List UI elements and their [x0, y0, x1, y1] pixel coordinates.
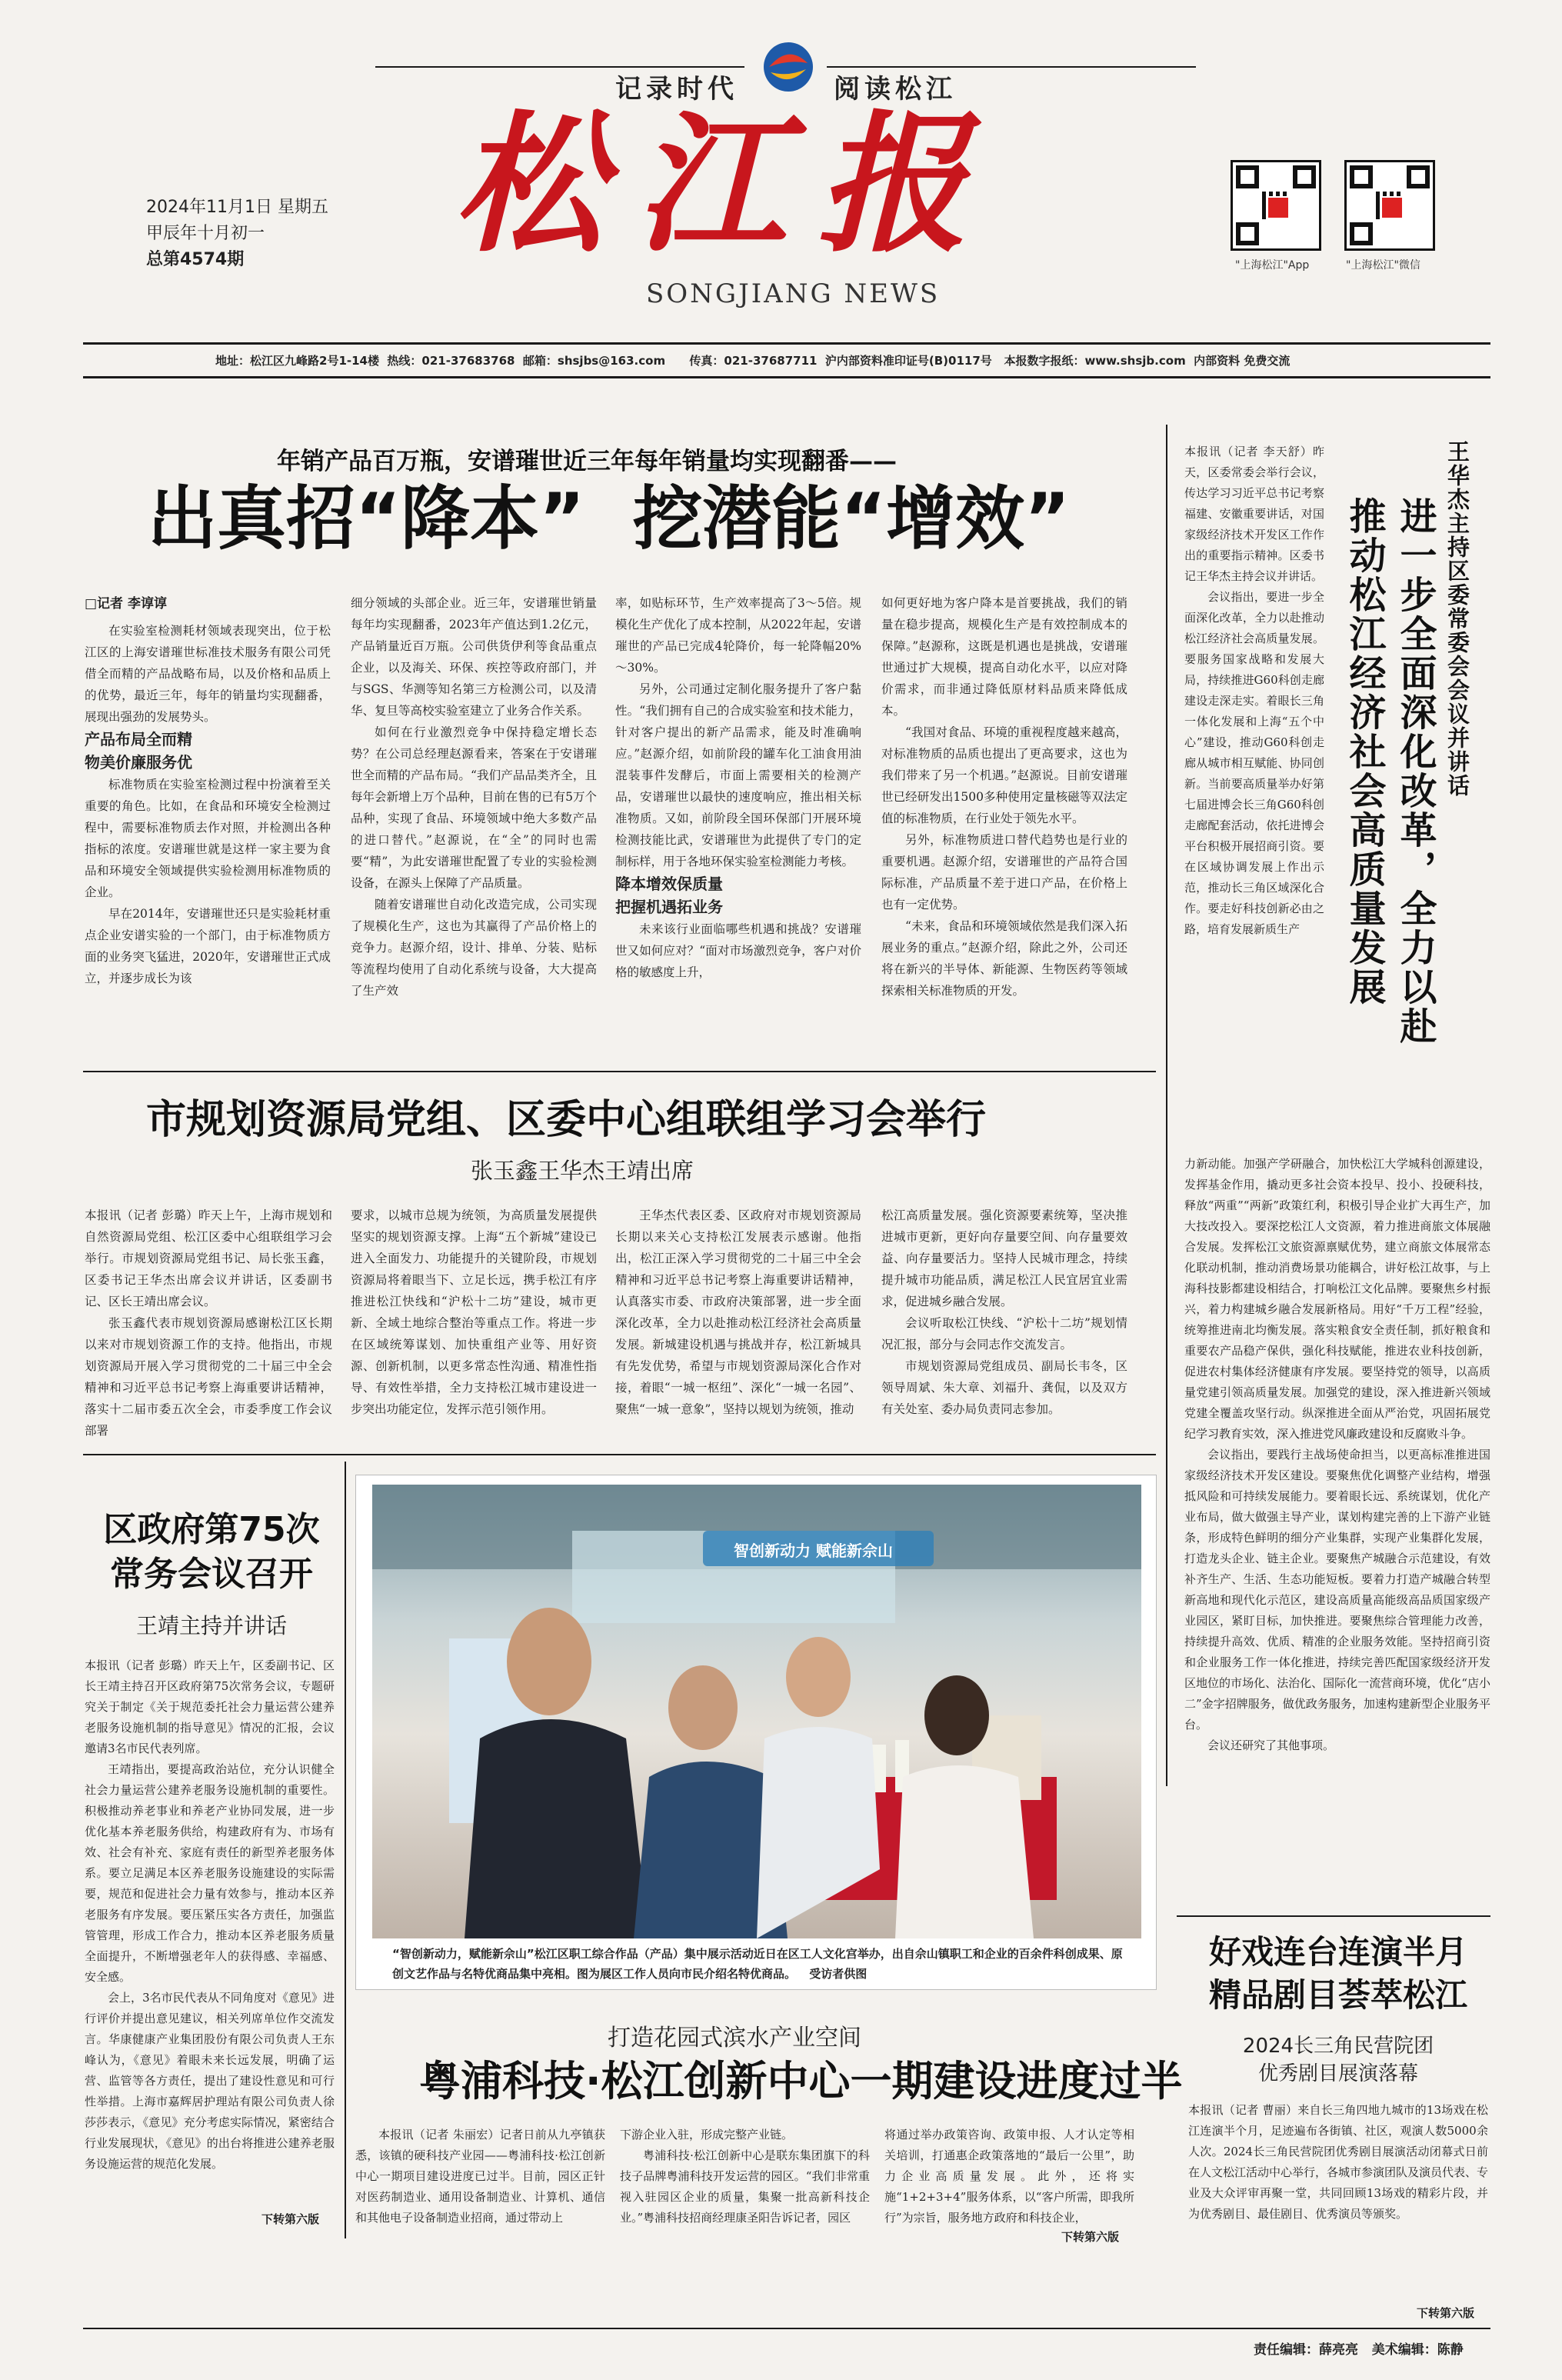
- council-subhead: 王靖主持并讲话: [135, 1613, 287, 1638]
- opera-body: 本报讯（记者 曹丽）来自长三角四地九城市的13场戏在松江连演半个月，足迹遍布各街镇、社区，观演人数5000余人次。2024长三角民营院团优秀剧目展演活动闭幕式日前在人文松江活动中心举行，各城市参演团队及演员代表、专业及大众评审再聚一堂，共同回顾13场戏的精彩片段，并为优秀剧目、最佳剧目、优秀演员等颁奖。: [1188, 2103, 1489, 2221]
- app-qr-label: "上海松江"App: [1235, 259, 1310, 272]
- slogan-left: 记录时代: [615, 74, 738, 105]
- yuepu-kicker: 打造花园式滨水产业空间: [608, 2025, 861, 2052]
- lunar-date: 甲辰年十月初一: [146, 224, 265, 243]
- info-bar-bottom-rule: [83, 376, 1490, 378]
- slogan-right: 阅读松江: [834, 74, 957, 105]
- lead-column-2: 细分领域的头部企业。近三年，安谱璀世销量每年均实现翻番，2023年产值达到1.2亿元，产品销量近百万瓶。公司供货伊利等食品重点企业，以及海关、环保、疾控等政府部门，并与SGS、华测等知名第三方检测公司，以及清华、复旦等高校实验室建立了业务合作关系。 如何在行业激烈竞争中保持稳定增长态势？在公司总经理赵源看来，答案在于安谱璀世全而精的产品布局。“我们产品品类齐全，且每年会新增上万个品种，目前在售的已有5万个品种，实现了食品、环境领域中绝大多数产品的进口替代。”赵源说，在“全”的同时也需要“精”，为此安谱璀世配置了专业的实验检测设备，在源头上保障了产品质量。 随着安谱璀世自动化改造完成，公司实现了规模化生产，这也为其赢得了产品价格上的竞争力。赵源介绍，设计、排单、分装、贴标等流程均使用了自动化系统与设备，大大提高了生产效: [351, 596, 597, 998]
- planning-column-2: 要求，以城市总规为统领，为高质量发展提供坚实的规划资源支撑。上海“五个新城”建设已进入全面发力、功能提升的关键阶段，市规划资源局将着眼当下、立足长远，携手松江有序推进松江快线和“沪松十二坊”建设，城市更新、全域土地综合整治等重点工作。将进一步在区域统筹谋划、加快重组产业等、用好资源、创新机制，以更多常态性沟通、精准性指导、有效性举措，全力支持松江城市建设进一步突出功能定位，发挥示范引领作用。: [351, 1208, 597, 1416]
- lead-column-3: 率，如贴标环节，生产效率提高了3～5倍。规模化生产优化了成本控制，从2022年起，安谱璀世的产品已完成4轮降价，每一轮降幅20%～30%。 另外，公司通过定制化服务提升了客户黏性。“我们拥有自己的合成实验室和技术能力，针对客户提出的新产品需求，能及时准确响应。”赵源介绍，如前阶段的罐车化工油食用油混装事件发酵后，市面上需要相关的检测产品，安谱璀世以最快的速度响应，推出相关标准物质。又如，前阶段全国环保部门开展环境检测技能比武，安谱璀世为此提供了专门的定制标样，用于各地环保实验室检测能力考核。 降本增效保质量 把握机遇拓业务 未来该行业面临哪些机遇和挑战？安谱璀世又如何应对？“面对市场激烈竞争，客户对价格的敏感度上升，: [615, 596, 861, 979]
- photo-credit: 受访者供图: [809, 1967, 868, 1981]
- opera-subhead: 2024长三角民营院团 优秀剧目展演落幕: [1242, 2035, 1434, 2085]
- lead-column-1: 在实验室检测耗材领域表现突出，位于松江区的上海安谱璀世标准技术服务有限公司凭借全而精的产品战略布局，以及价格和品质上的优势，最近三年，每年的销量均实现翻番，展现出强劲的发展势头。 产品布局全而精 物美价廉服务优 标准物质在实验室检测过程中扮演着至关重要的角色。比如，在食品和环境安全检测过程中，需要标准物质去作对照，并检测出各种指标的浓度。安谱璀世就是这样一家主要为食品和环境安全领域提供实验检测用标准物质的企业。 早在2014年，安谱璀世还只是实验耗材重点企业安谱实验的一个部门，由于标准物质方面的业务突飞猛进，2020年，安谱璀世正式成立，并逐步成长为该: [85, 624, 331, 985]
- news-photo[interactable]: [372, 1485, 1141, 1938]
- issue-number: 总第4574期: [146, 250, 245, 269]
- lead-bottom-rule: [83, 1071, 1156, 1072]
- right-column-divider: [1166, 425, 1167, 1786]
- yuepu-column-2: 下游企业入驻，形成完整产业链。 粤浦科技·松江创新中心是联东集团旗下的科技子品牌粤浦科技开发运营的园区。“我们非常重视入驻园区企业的质量，集聚一批高新科技企业。”粤浦科技招商经理康圣阳告诉记者，园区: [620, 2128, 870, 2225]
- lead-kicker: 年销产品百万瓶，安谱璀世近三年每年销量均实现翻番——: [277, 448, 897, 475]
- planning-column-1: 本报讯（记者 彭璐）昨天上午，上海市规划和自然资源局党组、松江区委中心组联组学习会举行。市规划资源局党组书记、局长张玉鑫，区委书记王华杰出席会议并讲话，区委副书记、区长王靖出席会议。 张玉鑫代表市规划资源局感谢松江区长期以来对市规划资源工作的支持。他指出，市规划资源局开展入学习贯彻党的二十届三中全会精神和习近平总书记考察上海重要讲话精神，落实十二届市委五次全会，市委季度工作会议部署: [85, 1208, 332, 1438]
- photo-banner-text: 智创新动力 赋能新佘山: [734, 1542, 893, 1560]
- council-headline: 区政府第75次 常务会议召开: [103, 1510, 320, 1594]
- planning-column-4: 松江高质量发展。强化资源要素统筹，坚决推进城市更新，更好向存量要空间、向存量要效益、向存量要活力。坚持人民城市理念，持续提升城市功能品质，满足松江人民宜居宜业需求，促进城乡融合发展。 会议听取松江快线、“沪松十二坊”规划情况汇报，部分与会同志作交流发言。 市规划资源局党组成员、副局长韦冬，区领导周斌、朱大章、刘福升、龚侃，以及双方有关处室、委办局负责同志参加。: [881, 1208, 1127, 1416]
- lead-byline: □记者 李谆谆: [85, 596, 167, 612]
- right-story-lead: 本报讯（记者 李天舒）昨天，区委常委会举行会议，传达学习习近平总书记考察福建、安徽重要讲话，对国家级经济技术开发区工作作出的重要指示精神。区委书记王华杰主持会议并讲话。 会议指出，要进一步全面深化改革，全力以赴推动松江经济社会高质量发展。要服务国家战略和发展大局，持续推进G60科创走廊建设走深走实。着眼长三角一体化发展和上海“五个中心”建设，推动G60科创走廊从城市相互赋能、协同创新。当前要高质量举办好第七届进博会长三角G60科创走廊配套活动，依托进博会平台积极开展招商引资。要在区域协调发展上作出示范，推动长三角区域深化合作。要走好科技创新必由之路，培育发展新质生产: [1184, 445, 1324, 936]
- app-qr-code[interactable]: [1231, 160, 1321, 251]
- opera-top-rule: [1177, 1915, 1490, 1917]
- lead-column-4: 如何更好地为客户降本是首要挑战，我们的销量在稳步提高，规模化生产是有效控制成本的保障。”赵源称，这既是机遇也是挑战，安谱璀世通过扩大规模，提高自动化水平，以应对降价需求，而非通过降低原材料品质来降低成本。 “我国对食品、环境的重视程度越来越高，对标准物质的品质也提出了更高要求，这也为我们带来了另一个机遇。”赵源说。目前安谱璀世已经研发出1500多种使用定量核磁等双法定值的标准物质，在行业处于领先水平。 另外，标准物质进口替代趋势也是行业的重要机遇。赵源介绍，安谱璀世的产品符合国际标准，产品质量不差于进口产品，在价格上也有一定优势。 “未来，食品和环境领域依然是我们深入拓展业务的重点。”赵源介绍，除此之外，公司还将在新兴的半导体、新能源、生物医药等领域探索相关标准物质的开发。: [881, 596, 1127, 998]
- planning-headline: 市规划资源局党组、区委中心组联组学习会举行: [146, 1097, 987, 1143]
- photo-caption: “智创新动力，赋能新佘山”松江区职工综合作品（产品）集中展示活动近日在区工人文化宫举办，出自佘山镇职工和企业的百余件科创成果、原创文艺作品与名特优商品集中亮相。图为展区工作人员向市民介绍名特优商品。 受访者供图: [392, 1947, 1123, 1981]
- right-story-subhead: 王华杰主持区委常委会会议并讲话: [1444, 440, 1470, 798]
- council-right-divider: [345, 1462, 346, 2238]
- planning-bottom-rule: [83, 1454, 1156, 1455]
- info-bar: 地址：松江区九峰路2号1-14楼 热线：021-37683768 邮箱：shsjbs@163.com 传真：021-37687711 沪内部资料准印证号(B)0117号 本报数字报纸：www.shsjb.com 内部资料 免费交流: [215, 354, 1291, 368]
- council-body: 本报讯（记者 彭璐）昨天上午，区委副书记、区长王靖主持召开区政府第75次常务会议，专题研究关于制定《关于规范委托社会力量运营公建养老服务设施机制的指导意见》情况的汇报，会议邀请3名市民代表列席。 王靖指出，要提高政治站位，充分认识健全社会力量运营公建养老服务设施机制的重要性。积极推动养老事业和养老产业协同发展，进一步优化基本养老服务供给，构建政府有为、市场有效、社会有补充、家庭有责任的新型养老服务体系。要立足满足本区养老服务设施建设的实际需要，规范和促进社会力量有效参与，推动本区养老服务有序发展。要压紧压实各方责任，加强监管管理，形成工作合力，推动本区养老服务质量全面提升，不断增强老年人的获得感、幸福感、安全感。 会上，3名市民代表从不同角度对《意见》进行评价并提出意见建议，相关列席单位作交流发言。华康健康产业集团股份有限公司负责人王东峰认为，《意见》着眼未来长远发展，明确了运营、监管等各方责任，提出了建设性意见和可行性举措。上海市嘉辉居护理站有限公司负责人徐莎莎表示，《意见》充分考虑实际情况，紧密结合行业发展现状，《意见》的出台将推进公建养老服务设施运营的规范化发展。: [85, 1658, 335, 2171]
- opera-continued[interactable]: 下转第六版: [1417, 2306, 1475, 2320]
- right-story-body: 力新动能。加强产学研融合，加快松江大学城科创源建设，发挥基金作用，撬动更多社会资本投早、投小、投硬科技，释放“两重”“两新”政策红利，积极引导企业扩大再生产，加大技改投入。要深挖松江人文资源，着力推进商旅文体展融合发展。发挥松江文旅资源禀赋优势，建立商旅文体展常态化联动机制，推动消费场景功能耦合，讲好松江故事，与上海科技影都建设相结合，打响松江文化品牌。要聚焦乡村振兴，着力构建城乡融合发展新格局。用好“千万工程”经验，统筹推进南北均衡发展。落实粮食安全责任制，抓好粮食和重要农产品稳产保供，强化科技赋能，推进农业科技创新，促进农村集体经济健康有序发展。要坚持党的领导，以高质量党建引领高质量发展。加强党的建设，深入推进新兴领域党建全覆盖攻坚行动。纵深推进全面从严治党，巩固拓展党纪学习教育实效，深入推进党风廉政建设和反腐败斗争。 会议指出，要践行主战场使命担当，以更高标准推进国家级经济技术开发区建设。要聚焦优化调整产业结构，增强抵风险和可持续发展能力。要着眼长远、系统谋划，优化产业布局，做大做强主导产业，谋划构建完善的上下游产业链条，形成特色鲜明的细分产业集群，实现产业集群化发展，打造龙头企业、链主企业。要聚焦产城融合示范建设，有效补齐生产、生活、生态功能短板。要着力打造产城融合转型新高地和现代化示范区，建设高质量高能级高品质国家级产业园区，紧盯目标，加快推进。要聚焦综合管理能力改善，持续提升高效、优质、精准的企业服务效能。坚持招商引资和企业服务工作一体化推进，持续完善匹配国家级经济开发区地位的市场化、法治化、国际化一流营商环境，优化“店小二”金字招牌服务，做优政务服务，加速构建新型企业服务平台。 会议还研究了其他事项。: [1184, 1157, 1490, 1752]
- yuepu-column-1: 本报讯（记者 朱丽宏）记者日前从九亭镇获悉，该镇的硬科技产业园——粤浦科技·松江创新中心一期项目建设进度已过半。目前，园区正针对医药制造业、通用设备制造业、计算机、通信和其他电子设备制造业招商，通过带动上: [355, 2128, 605, 2225]
- masthead: [0, 0, 1562, 385]
- yuepu-column-3: 将通过举办政策咨询、政策申报、人才认定等相关培训，打通惠企政策落地的“最后一公里”，助力企业高质量发展。此外，还将实施“1+2+3+4”服务体系，以“客户所需，即我所行”为宗旨，服务地方政府和科技企业，: [884, 2128, 1134, 2225]
- council-continued[interactable]: 下转第六版: [261, 2212, 320, 2226]
- issue-date: 2024年11月1日 星期五: [146, 198, 328, 217]
- footer-rule: [83, 2328, 1490, 2329]
- yuepu-continued[interactable]: 下转第六版: [1061, 2230, 1120, 2244]
- yuepu-headline: 粤浦科技·松江创新中心一期建设进度过半: [419, 2057, 1183, 2105]
- wechat-qr-code[interactable]: [1344, 160, 1435, 251]
- masthead-title: 松江报: [454, 96, 999, 273]
- wechat-qr-label: "上海松江"微信: [1346, 259, 1420, 272]
- info-bar-top-rule: [83, 342, 1490, 345]
- right-story-headline-line1: 进一步全面深化改革，全力以赴: [1394, 497, 1437, 1046]
- footer-editors: 责任编辑：薛亮亮 美术编辑：陈静: [1254, 2342, 1464, 2358]
- right-story-headline-line2: 推动松江经济社会高质量发展: [1343, 497, 1386, 1007]
- masthead-title-en: SONGJIANG NEWS: [646, 278, 941, 309]
- planning-column-3: 王华杰代表区委、区政府对市规划资源局长期以来关心支持松江发展表示感谢。他指出，松江正深入学习贯彻党的二十届三中全会精神和习近平总书记考察上海重要讲话精神，认真落实市委、市政府决策部署，进一步全面深化改革，全力以赴推动松江经济社会高质量发展。新城建设机遇与挑战并存，松江新城具有先发优势，希望与市规划资源局深化合作对接，着眼“一城一枢纽”、深化“一城一名园”、聚焦“一城一意象”，坚持以规划为统领，推动: [615, 1208, 861, 1416]
- planning-subhead: 张玉鑫王华杰王靖出席: [471, 1158, 694, 1184]
- opera-headline: 好戏连台连演半月 精品剧目荟萃松江: [1208, 1933, 1467, 2014]
- lead-headline: 出真招“降本” 挖潜能“增效”: [148, 478, 1071, 559]
- logo-icon: [761, 40, 815, 94]
